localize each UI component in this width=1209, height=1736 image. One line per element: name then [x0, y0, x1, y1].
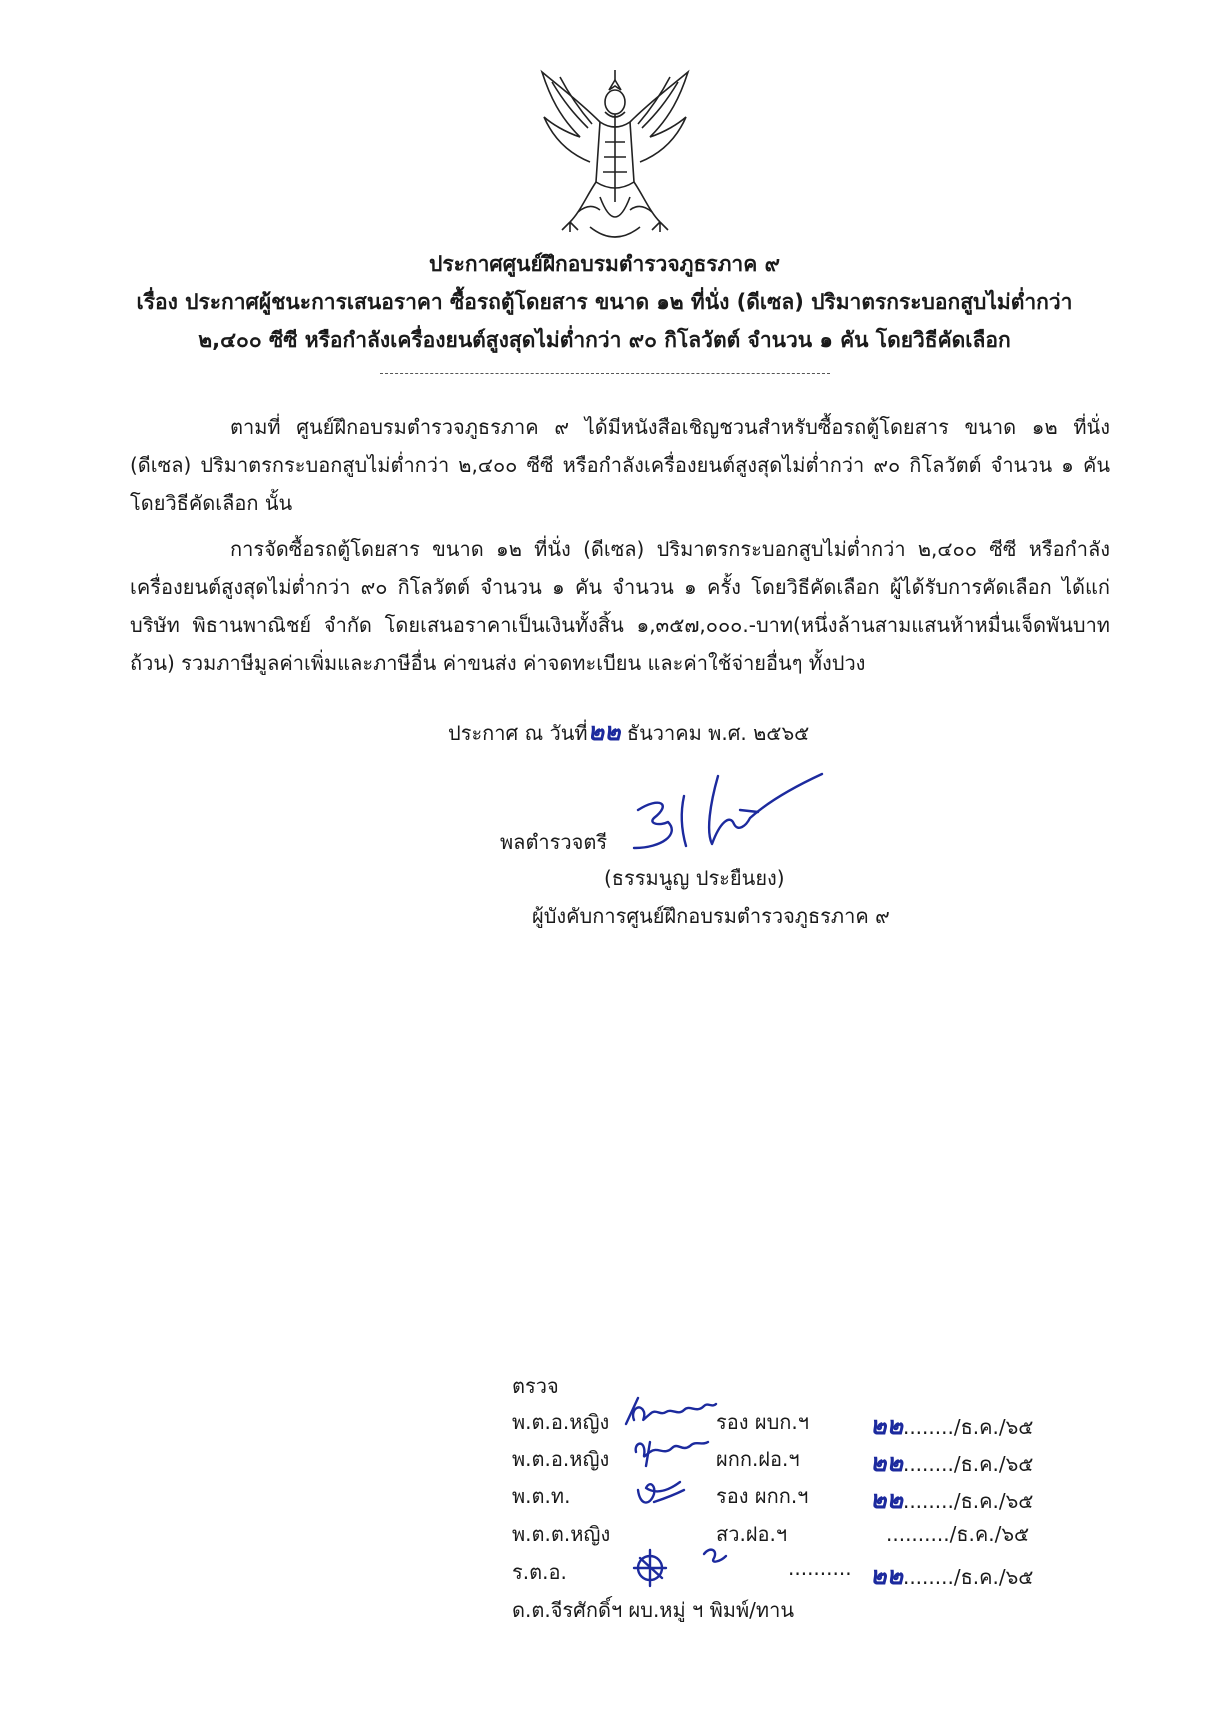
body-paragraph-1: ตามที่ ศูนย์ฝึกอบรมตำรวจภูธรภาค ๙ ได้มีหนังสือเชิญชวนสำหรับซื้อรถตู้โดยสาร ขนาด ๑๒ ที่นั่ง (ดีเซล) ปริมาตรกระบอกสูบไม่ต่ำกว่า ๒,๔๐๐ ซีซี หรือกำลังเครื่องยนต์สูงสุดไม่ต่ำกว่า ๙๐ กิโลวัตต์ จำนวน ๑ คัน โดยวิธีคัดเลือก นั้น: [130, 415, 1110, 515]
review-row-3-role: รอง ผกก.ฯ: [716, 1484, 809, 1508]
signer-position: ผู้บังคับการศูนย์ฝึกอบรมตำรวจภูธรภาค ๙: [532, 904, 890, 928]
review-row-3-rank: พ.ต.ท.: [512, 1484, 571, 1508]
review-row-5-rank: ร.ต.อ.: [512, 1560, 567, 1584]
announcement-subject-continued: ๒,๔๐๐ ซีซี หรือกำลังเครื่องยนต์สูงสุดไม่ต่ำกว่า ๙๐ กิโลวัตต์ จำนวน ๑ คัน โดยวิธีคัดเลือก: [198, 328, 1011, 352]
director-signature: [600, 752, 830, 862]
review-row-3-date: ๒๒......../ธ.ค./๖๕: [870, 1485, 1034, 1514]
review-row-2-rank: พ.ต.อ.หญิง: [512, 1447, 610, 1471]
announcement-title: ประกาศศูนย์ฝึกอบรมตำรวจภูธรภาค ๙: [429, 252, 780, 276]
review-row-1-role: รอง ผบก.ฯ: [716, 1410, 809, 1434]
date-suffix: ธันวาคม พ.ศ. ๒๕๖๕: [626, 721, 810, 745]
header-divider: [380, 373, 830, 374]
review-row-5-role: ..........: [788, 1556, 852, 1580]
review-footer: ด.ต.จีรศักดิ์ฯ ผบ.หมู่ ฯ พิมพ์/ทาน: [512, 1598, 794, 1622]
review-row-4-role: สว.ฝอ.ฯ: [716, 1522, 788, 1546]
signer-rank: พลตำรวจตรี: [500, 830, 608, 854]
review-row-3-handwritten-day: ๒๒: [870, 1485, 903, 1514]
handwritten-day: ๒๒: [587, 717, 621, 746]
review-row-5-date: ๒๒......../ธ.ค./๖๕: [870, 1561, 1034, 1590]
review-row-4-date: ........../ธ.ค./๖๕: [886, 1522, 1030, 1546]
announcement-date: [448, 712, 809, 752]
garuda-emblem-icon: [530, 62, 700, 247]
review-row-2-handwritten-day: ๒๒: [870, 1448, 903, 1477]
review-row-5-handwritten-day: ๒๒: [870, 1561, 903, 1590]
review-row-2-date: ๒๒......../ธ.ค./๖๕: [870, 1448, 1034, 1477]
review-row-4-rank: พ.ต.ต.หญิง: [512, 1522, 611, 1546]
review-row-1-rank: พ.ต.อ.หญิง: [512, 1410, 610, 1434]
date-prefix: ประกาศ ณ วันที่: [448, 721, 588, 745]
review-row-1-handwritten-day: ๒๒: [870, 1411, 903, 1440]
review-title: ตรวจ: [512, 1374, 559, 1398]
reviewer-initials: [620, 1390, 730, 1590]
review-row-1-date: ๒๒......../ธ.ค./๖๕: [870, 1411, 1034, 1440]
body-paragraph-2: การจัดซื้อรถตู้โดยสาร ขนาด ๑๒ ที่นั่ง (ดีเซล) ปริมาตรกระบอกสูบไม่ต่ำกว่า ๒,๔๐๐ ซีซี หรือกำลังเครื่องยนต์สูงสุดไม่ต่ำกว่า ๙๐ กิโลวัตต์ จำนวน ๑ คัน จำนวน ๑ ครั้ง โดยวิธีคัดเลือก ผู้ได้รับการคัดเลือก ได้แก่ บริษัท พิธานพาณิชย์ จำกัด โดยเสนอราคาเป็นเงินทั้งสิ้น ๑,๓๕๗,๐๐๐.-บาท(หนึ่งล้านสามแสนห้าหมื่นเจ็ดพันบาทถ้วน) รวมภาษีมูลค่าเพิ่มและภาษีอื่น ค่าขนส่ง ค่าจดทะเบียน และค่าใช้จ่ายอื่นๆ ทั้งปวง: [130, 537, 1110, 675]
announcement-subject: เรื่อง ประกาศผู้ชนะการเสนอราคา ซื้อรถตู้โดยสาร ขนาด ๑๒ ที่นั่ง (ดีเซล) ปริมาตรกระบอกสูบไม่ต่ำกว่า: [136, 290, 1073, 314]
review-row-2-role: ผกก.ฝอ.ฯ: [716, 1447, 800, 1471]
signer-name: (ธรรมนูญ ประยืนยง): [604, 866, 785, 890]
